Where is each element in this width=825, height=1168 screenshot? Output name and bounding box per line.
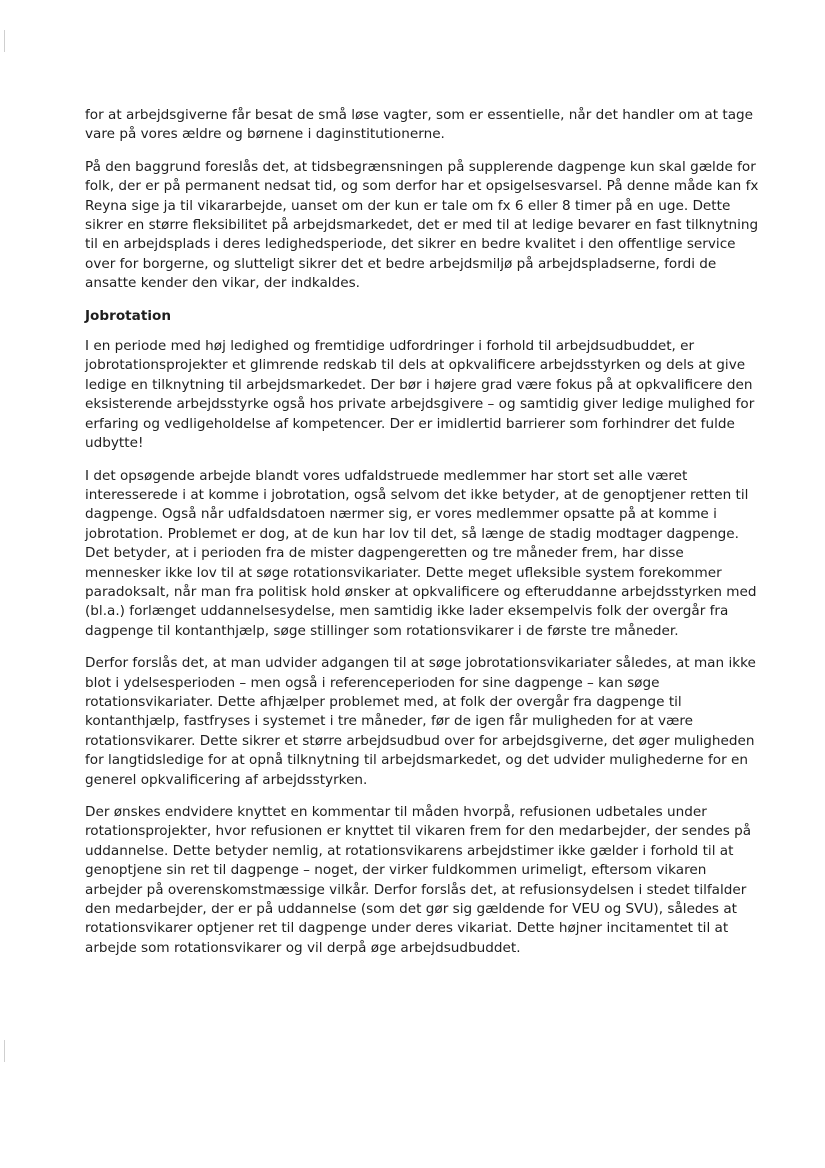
paragraph: I det opsøgende arbejde blandt vores udfaldstruede medlemmer har stort set alle været interesserede i at komme i jobrotation, også selvom det ikke betyder, at de genoptjener retten til dagpenge. Også når udfaldsdatoen nærmer sig, er vores medlemmer opsatte på at komme i jobrotation. Problemet er dog, at de kun har lov til det, så længe de stadig modtager dagpenge. Det betyder, at i perioden fra de mister dagpengeretten og tre måneder frem, har disse mennesker ikke lov til at søge rotationsvikariater. Dette meget ufleksible system forekommer paradoksalt, når man fra politisk hold ønsker at opkvalificere og efteruddanne arbejdsstyrken med (bl.a.) forlænget uddannelsesydelse, men samtidig ikke lader eksempelvis folk der overgår fra dagpenge til kontanthjælp, søge stillinger som rotationsvikarer i de første tre måneder. — [85, 467, 757, 639]
document-body — [85, 106, 760, 971]
paragraph: I en periode med høj ledighed og fremtidige udfordringer i forhold til arbejdsudbuddet, er jobrotationsprojekter et glimrende redskab til dels at opkvalificere arbejdsstyrken og dels at give ledige en tilknytning til arbejdsmarkedet. Der bør i højere grad være fokus på at opkvalificere den eksisterende arbejdsstyrke også hos private arbejdsgivere – og samtidig giver ledige mulighed for erfaring og vedligeholdelse af kompetencer. Der er imidlertid barrierer som forhindrer det fulde udbytte! — [85, 338, 755, 452]
paragraph: for at arbejdsgiverne får besat de små løse vagter, som er essentielle, når det handler om at tage vare på vores ældre og børnene i daginstitutionerne. — [85, 107, 754, 143]
section-heading: Jobrotation — [85, 307, 172, 324]
paragraph: Der ønskes endvidere knyttet en kommentar til måden hvorpå, refusionen udbetales under rotationsprojekter, hvor refusionen er knyttet til vikaren frem for den medarbejder, der sendes på uddannelse. Dette betyder nemlig, at rotationsvikarens arbejdstimer ikke gælder i forhold til at genoptjene sin ret til dagpenge – noget, der virker fuldkommen urimeligt, eftersom vikaren arbejder på overenskomstmæssige vilkår. Derfor forslås det, at refusionsydelsen i stedet tilfalder den medarbejder, der er på uddannelse (som det gør sig gældende for VEU og SVU), således at rotationsvikarer optjener ret til dagpenge under deres vikariat. Dette højner incitamentet til at arbejde som rotationsvikarer og vil derpå øge arbejdsudbuddet. — [85, 804, 752, 956]
scan-edge-mark — [4, 30, 5, 52]
paragraph: Derfor forslås det, at man udvider adgangen til at søge jobrotationsvikariater således, at man ikke blot i ydelsesperioden – men også i referenceperioden for sine dagpenge – kan søge rotationsvikariater. Dette afhjælper problemet med, at folk der overgår fra dagpenge til kontanthjælp, fastfryses i systemet i tre måneder, før de igen får muligheden for at være rotationsvikarer. Dette sikrer et større arbejdsudbud over for arbejdsgiverne, det øger muligheden for langtidsledige for at opnå tilknytning til arbejdsmarkedet, og det udvider mulighederne for en generel opkvalificering af arbejdsstyrken. — [85, 655, 756, 788]
scan-edge-mark — [4, 1040, 5, 1062]
paragraph: På den baggrund foreslås det, at tidsbegrænsningen på supplerende dagpenge kun skal gælde for folk, der er på permanent nedsat tid, og som derfor har et opsigelsesvarsel. På denne måde kan fx Reyna sige ja til vikararbejde, uanset om der kun er tale om fx 6 eller 8 timer på en uge. Dette sikrer en større fleksibilitet på arbejdsmarkedet, det er med til at ledige bevarer en fast tilknytning til en arbejdsplads i deres ledighedsperiode, det sikrer en bedre kvalitet i den offentlige service over for borgerne, og slutteligt sikrer det et bedre arbejdsmiljø på arbejdspladserne, fordi de ansatte kender den vikar, der indkaldes. — [85, 158, 759, 292]
